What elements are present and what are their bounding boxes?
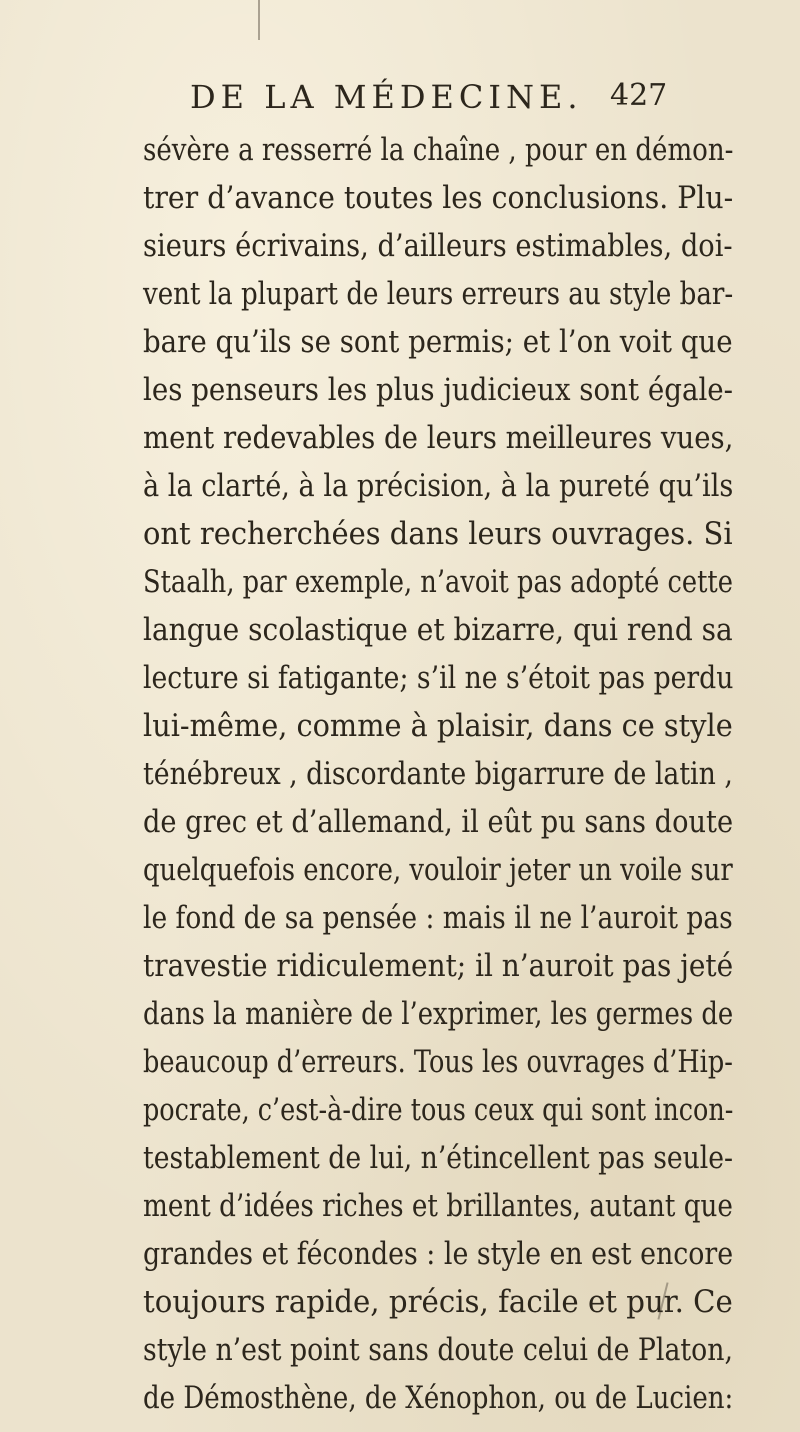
text-line: trer d’avance toutes les conclusions. Plu- — [143, 180, 734, 216]
text-line: de grec et d’allemand, il eût pu sans doute — [143, 804, 734, 840]
text-line: les penseurs les plus judicieux sont égale- — [143, 372, 734, 408]
text-line: dans la manière de l’exprimer, les germes de — [143, 996, 734, 1032]
text-line: ténébreux , discordante bigarrure de latin , — [143, 756, 733, 792]
text-line: ont recherchées dans leurs ouvrages. Si — [143, 516, 733, 552]
text-line: quelquefois encore, vouloir jeter un voile sur — [143, 852, 733, 888]
text-line: le fond de sa pensée : mais il ne l’auroit pas — [143, 900, 733, 936]
page-header — [190, 78, 690, 122]
text-line: sieurs écrivains, d’ailleurs estimables, doi- — [143, 228, 733, 264]
text-line: vent la plupart de leurs erreurs au style bar- — [143, 276, 734, 312]
text-line: ment redevables de leurs meilleures vues, — [143, 420, 734, 456]
text-line: à la clarté, à la précision, à la pureté qu’ils — [143, 468, 734, 504]
text-line: lui-même, comme à plaisir, dans ce style — [143, 708, 733, 744]
text-line: beaucoup d’erreurs. Tous les ouvrages d’Hip- — [143, 1044, 733, 1080]
text-line: style n’est point sans doute celui de Platon, — [143, 1332, 733, 1368]
text-line: toujours rapide, précis, facile et pur. Ce — [143, 1284, 733, 1320]
text-line: bare qu’ils se sont permis; et l’on voit que — [143, 324, 733, 360]
page-number: 427 — [610, 78, 668, 113]
page-edge-mark — [258, 0, 260, 40]
running-head: DE LA MÉDECINE. — [190, 78, 583, 116]
text-line: pocrate, c’est-à-dire tous ceux qui sont incon- — [143, 1092, 734, 1128]
text-line: sévère a resserré la chaîne , pour en démon- — [143, 132, 734, 168]
text-line: de Démosthène, de Xénophon, ou de Lucien: — [143, 1380, 734, 1416]
text-line: testablement de lui, n’étincellent pas seule- — [143, 1140, 734, 1176]
text-line: langue scolastique et bizarre, qui rend sa — [143, 612, 733, 648]
text-line: travestie ridiculement; il n’auroit pas jeté — [143, 948, 734, 984]
text-line: ment d’idées riches et brillantes, autant que — [143, 1188, 733, 1224]
text-line: Staalh, par exemple, n’avoit pas adopté cette — [143, 564, 733, 600]
text-line: grandes et fécondes : le style en est encore — [143, 1236, 734, 1272]
text-line: lecture si fatigante; s’il ne s’étoit pas perdu — [143, 660, 734, 696]
